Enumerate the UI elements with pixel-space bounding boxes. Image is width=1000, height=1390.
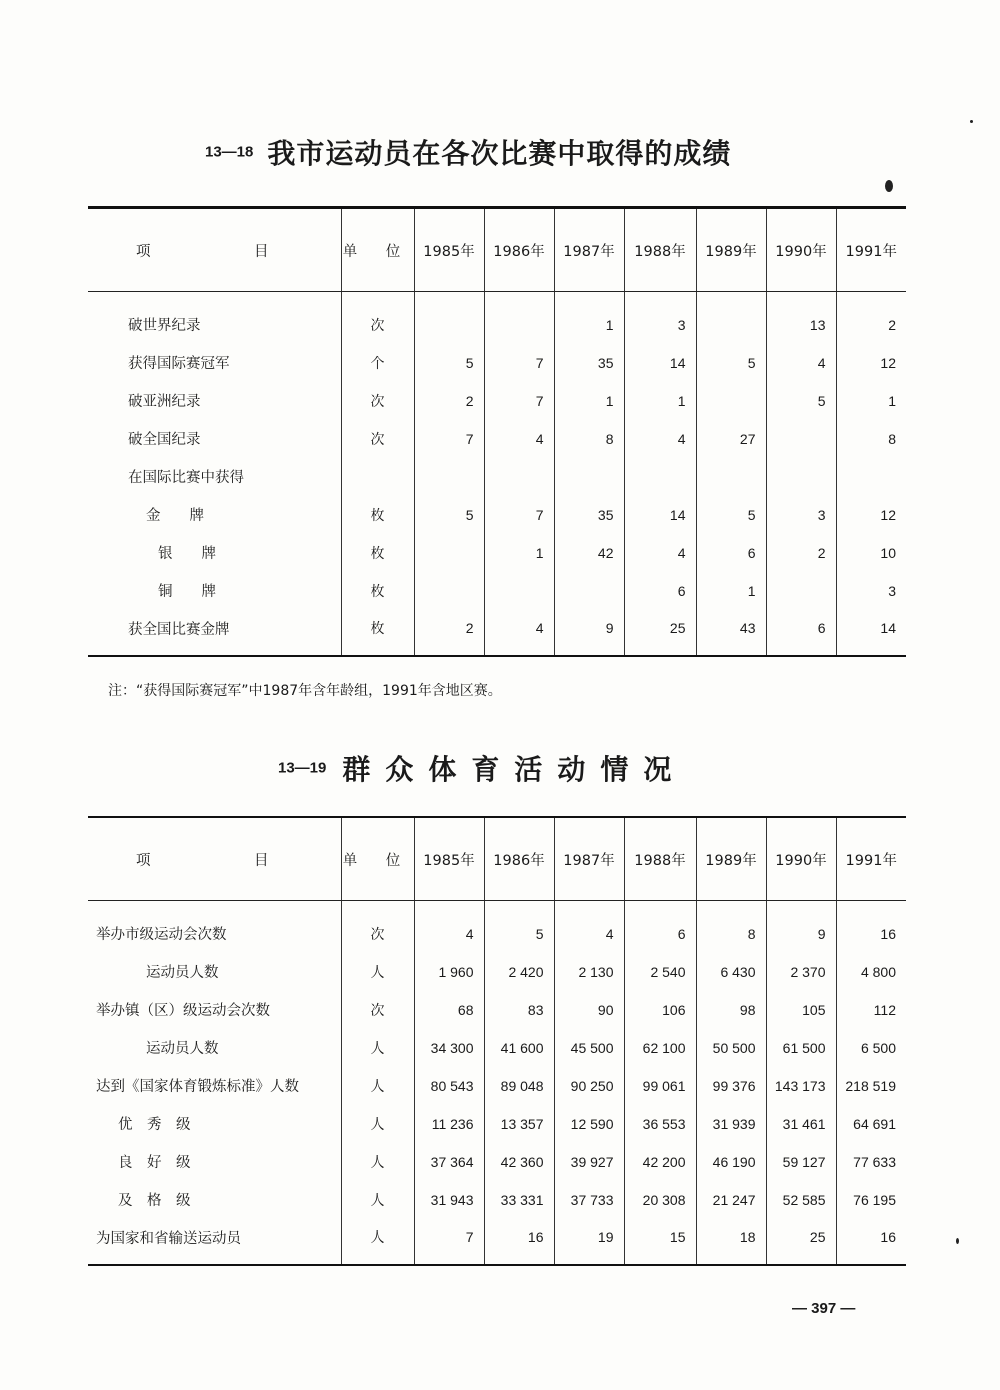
row-unit: 人 — [341, 1143, 414, 1181]
table1-header-row — [88, 208, 906, 292]
row-unit: 人 — [341, 1219, 414, 1265]
row-unit: 次 — [341, 991, 414, 1029]
table1-header-year: 1985年 — [414, 208, 484, 292]
cell-value — [766, 572, 836, 610]
cell-value: 12 — [836, 496, 906, 534]
cell-value: 11 236 — [414, 1105, 484, 1143]
table2-title-text: 群众体育活动情况 — [342, 753, 687, 786]
table-row — [88, 991, 906, 1029]
cell-value: 218 519 — [836, 1067, 906, 1105]
row-label: 破世界纪录 — [128, 318, 201, 335]
row-unit: 次 — [341, 420, 414, 458]
cell-value: 13 — [766, 292, 836, 344]
cell-value: 99 376 — [696, 1067, 766, 1105]
cell-value: 2 — [414, 382, 484, 420]
cell-value: 16 — [836, 1219, 906, 1265]
row-unit: 次 — [341, 382, 414, 420]
cell-value: 25 — [766, 1219, 836, 1265]
row-label: 达到《国家体育锻炼标准》人数 — [96, 1079, 299, 1095]
table1-header-year: 1989年 — [696, 208, 766, 292]
cell-value: 13 357 — [484, 1105, 554, 1143]
cell-value: 2 — [836, 292, 906, 344]
cell-value: 42 — [554, 534, 624, 572]
cell-value: 18 — [696, 1219, 766, 1265]
table-row — [88, 1105, 906, 1143]
cell-value: 5 — [484, 901, 554, 953]
row-unit: 人 — [341, 953, 414, 991]
row-unit: 次 — [341, 292, 414, 344]
cell-value: 21 247 — [696, 1181, 766, 1219]
cell-value: 3 — [836, 572, 906, 610]
cell-value: 1 — [484, 534, 554, 572]
cell-value: 16 — [836, 901, 906, 953]
scan-speck — [885, 180, 893, 192]
table2-header-year: 1989年 — [696, 817, 766, 901]
cell-value: 106 — [624, 991, 696, 1029]
cell-value: 1 — [836, 382, 906, 420]
cell-value: 41 600 — [484, 1029, 554, 1067]
cell-value: 64 691 — [836, 1105, 906, 1143]
cell-value: 6 — [766, 610, 836, 656]
row-label: 良 好 级 — [118, 1155, 191, 1171]
row-unit: 枚 — [341, 534, 414, 572]
table-row — [88, 420, 906, 458]
row-label: 及 格 级 — [118, 1193, 191, 1209]
table1-header-year: 1986年 — [484, 208, 554, 292]
row-unit: 人 — [341, 1181, 414, 1219]
table1-title-text: 我市运动员在各次比赛中取得的成绩 — [267, 137, 732, 170]
cell-value: 6 — [624, 901, 696, 953]
cell-value: 7 — [484, 344, 554, 382]
cell-value — [696, 292, 766, 344]
cell-value: 7 — [414, 1219, 484, 1265]
cell-value: 35 — [554, 496, 624, 534]
row-unit: 枚 — [341, 610, 414, 656]
table2-header-item: 项 目 — [88, 817, 341, 901]
table1-code: 13—18 — [205, 143, 254, 161]
table1-header-item: 项 目 — [88, 208, 341, 292]
cell-value: 59 127 — [766, 1143, 836, 1181]
cell-value: 6 — [696, 534, 766, 572]
cell-value: 14 — [836, 610, 906, 656]
row-unit: 枚 — [341, 496, 414, 534]
cell-value: 37 733 — [554, 1181, 624, 1219]
cell-value: 4 800 — [836, 953, 906, 991]
cell-value: 33 331 — [484, 1181, 554, 1219]
cell-value — [484, 572, 554, 610]
row-label: 获全国比赛金牌 — [128, 621, 230, 638]
table-row — [88, 344, 906, 382]
cell-value: 6 500 — [836, 1029, 906, 1067]
cell-value: 3 — [766, 496, 836, 534]
cell-value: 50 500 — [696, 1029, 766, 1067]
cell-value: 5 — [766, 382, 836, 420]
cell-value: 14 — [624, 496, 696, 534]
table-row — [88, 292, 906, 344]
table2-header-year: 1987年 — [554, 817, 624, 901]
cell-value: 1 960 — [414, 953, 484, 991]
cell-value: 143 173 — [766, 1067, 836, 1105]
cell-value: 4 — [624, 534, 696, 572]
cell-value: 37 364 — [414, 1143, 484, 1181]
cell-value — [414, 572, 484, 610]
cell-value: 46 190 — [696, 1143, 766, 1181]
cell-value: 5 — [414, 496, 484, 534]
cell-value: 61 500 — [766, 1029, 836, 1067]
cell-value: 80 543 — [414, 1067, 484, 1105]
cell-value: 10 — [836, 534, 906, 572]
page-number: — 397 — — [792, 1300, 856, 1317]
cell-value — [414, 534, 484, 572]
table1-title — [0, 132, 1000, 172]
table2-header-year: 1988年 — [624, 817, 696, 901]
cell-value: 77 633 — [836, 1143, 906, 1181]
table2-header-unit: 单 位 — [341, 817, 414, 901]
cell-value — [766, 458, 836, 496]
cell-value: 2 130 — [554, 953, 624, 991]
cell-value: 42 200 — [624, 1143, 696, 1181]
cell-value: 5 — [696, 344, 766, 382]
cell-value — [696, 382, 766, 420]
cell-value: 2 370 — [766, 953, 836, 991]
cell-value: 43 — [696, 610, 766, 656]
cell-value: 36 553 — [624, 1105, 696, 1143]
cell-value: 83 — [484, 991, 554, 1029]
table2-header-year: 1986年 — [484, 817, 554, 901]
cell-value: 89 048 — [484, 1067, 554, 1105]
cell-value: 2 540 — [624, 953, 696, 991]
table1-note: 注：“获得国际赛冠军”中1987年含年龄组，1991年含地区赛。 — [108, 683, 502, 699]
cell-value: 62 100 — [624, 1029, 696, 1067]
cell-value: 90 250 — [554, 1067, 624, 1105]
cell-value: 7 — [484, 382, 554, 420]
cell-value: 31 939 — [696, 1105, 766, 1143]
cell-value: 2 — [414, 610, 484, 656]
cell-value: 6 — [624, 572, 696, 610]
cell-value: 76 195 — [836, 1181, 906, 1219]
cell-value: 68 — [414, 991, 484, 1029]
cell-value: 4 — [766, 344, 836, 382]
cell-value: 9 — [554, 610, 624, 656]
row-label: 破全国纪录 — [128, 432, 201, 448]
cell-value: 4 — [624, 420, 696, 458]
row-label: 举办镇（区）级运动会次数 — [96, 1003, 270, 1019]
cell-value: 9 — [766, 901, 836, 953]
cell-value: 27 — [696, 420, 766, 458]
row-label: 获得国际赛冠军 — [128, 356, 230, 372]
cell-value: 15 — [624, 1219, 696, 1265]
table-row — [88, 1219, 906, 1265]
cell-value: 5 — [414, 344, 484, 382]
table1-header-year: 1991年 — [836, 208, 906, 292]
cell-value: 99 061 — [624, 1067, 696, 1105]
table-row — [88, 1143, 906, 1181]
cell-value: 31 943 — [414, 1181, 484, 1219]
table-row — [88, 1181, 906, 1219]
table-row — [88, 1067, 906, 1105]
cell-value: 52 585 — [766, 1181, 836, 1219]
row-unit: 人 — [341, 1067, 414, 1105]
cell-value: 4 — [484, 420, 554, 458]
row-label: 在国际比赛中获得 — [128, 470, 244, 486]
table1-header-unit: 单 位 — [341, 208, 414, 292]
table1-header-year: 1988年 — [624, 208, 696, 292]
cell-value: 7 — [414, 420, 484, 458]
table1-header-year: 1990年 — [766, 208, 836, 292]
row-label: 破亚洲纪录 — [128, 394, 201, 410]
row-label: 银 牌 — [158, 546, 216, 562]
row-unit: 个 — [341, 344, 414, 382]
cell-value — [484, 458, 554, 496]
cell-value — [766, 420, 836, 458]
table-row — [88, 534, 906, 572]
table-row — [88, 953, 906, 991]
cell-value: 7 — [484, 496, 554, 534]
table2-code: 13—19 — [278, 759, 327, 777]
table1 — [88, 206, 906, 657]
row-unit: 次 — [341, 901, 414, 953]
table-row — [88, 1029, 906, 1067]
row-label: 运动员人数 — [146, 965, 219, 981]
cell-value — [554, 458, 624, 496]
table-row — [88, 458, 906, 496]
table-row — [88, 901, 906, 953]
cell-value: 1 — [696, 572, 766, 610]
table2 — [88, 816, 906, 1266]
cell-value: 8 — [696, 901, 766, 953]
cell-value: 12 590 — [554, 1105, 624, 1143]
row-unit: 枚 — [341, 572, 414, 610]
scan-speck — [970, 120, 973, 123]
cell-value: 34 300 — [414, 1029, 484, 1067]
cell-value: 3 — [624, 292, 696, 344]
cell-value — [414, 458, 484, 496]
table2-header-row — [88, 817, 906, 901]
cell-value: 4 — [554, 901, 624, 953]
cell-value: 19 — [554, 1219, 624, 1265]
cell-value: 98 — [696, 991, 766, 1029]
table2-header-year: 1990年 — [766, 817, 836, 901]
cell-value: 1 — [554, 382, 624, 420]
cell-value: 25 — [624, 610, 696, 656]
table-row — [88, 382, 906, 420]
scan-speck — [956, 1238, 959, 1244]
cell-value: 4 — [414, 901, 484, 953]
cell-value: 20 308 — [624, 1181, 696, 1219]
cell-value: 90 — [554, 991, 624, 1029]
cell-value — [554, 572, 624, 610]
cell-value — [414, 292, 484, 344]
cell-value — [624, 458, 696, 496]
cell-value: 1 — [554, 292, 624, 344]
table-row — [88, 572, 906, 610]
cell-value: 45 500 — [554, 1029, 624, 1067]
row-unit: 人 — [341, 1029, 414, 1067]
cell-value: 4 — [484, 610, 554, 656]
cell-value — [836, 458, 906, 496]
cell-value: 31 461 — [766, 1105, 836, 1143]
table2-header-year: 1991年 — [836, 817, 906, 901]
cell-value: 1 — [624, 382, 696, 420]
cell-value: 8 — [554, 420, 624, 458]
table2-header-year: 1985年 — [414, 817, 484, 901]
cell-value: 6 430 — [696, 953, 766, 991]
row-unit — [341, 458, 414, 496]
cell-value: 42 360 — [484, 1143, 554, 1181]
cell-value: 16 — [484, 1219, 554, 1265]
cell-value: 12 — [836, 344, 906, 382]
cell-value: 112 — [836, 991, 906, 1029]
cell-value: 35 — [554, 344, 624, 382]
cell-value: 14 — [624, 344, 696, 382]
row-label: 金 牌 — [146, 508, 204, 524]
cell-value: 8 — [836, 420, 906, 458]
row-unit: 人 — [341, 1105, 414, 1143]
cell-value: 39 927 — [554, 1143, 624, 1181]
cell-value: 105 — [766, 991, 836, 1029]
table2-title — [0, 748, 1000, 788]
table-row — [88, 496, 906, 534]
table-row — [88, 610, 906, 656]
cell-value: 5 — [696, 496, 766, 534]
cell-value — [484, 292, 554, 344]
row-label: 铜 牌 — [158, 584, 216, 600]
row-label: 优 秀 级 — [118, 1117, 191, 1133]
table1-header-year: 1987年 — [554, 208, 624, 292]
cell-value: 2 — [766, 534, 836, 572]
row-label: 举办市级运动会次数 — [96, 927, 227, 944]
cell-value — [696, 458, 766, 496]
row-label: 运动员人数 — [146, 1041, 219, 1057]
cell-value: 2 420 — [484, 953, 554, 991]
row-label: 为国家和省输送运动员 — [96, 1230, 241, 1247]
